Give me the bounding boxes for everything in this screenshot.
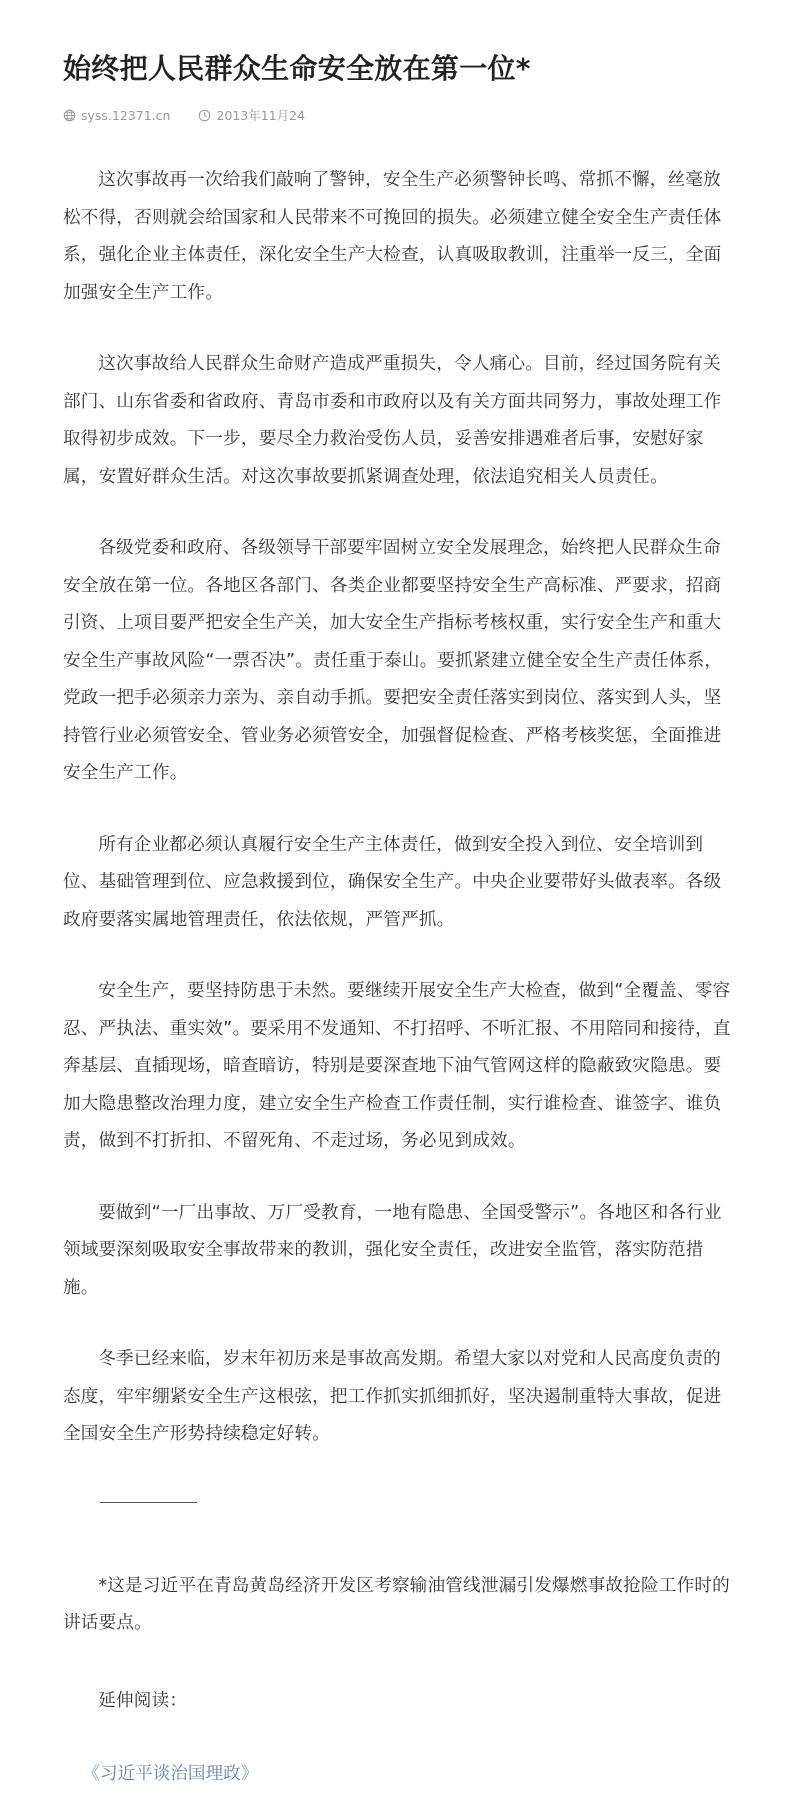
paragraph-7: 冬季已经来临，岁末年初历来是事故高发期。希望大家以对党和人民高度负责的态度，牢牢绷紧安全生产这根弦，把工作抓实抓细抓好，坚决遏制重特大事故，促进全国安全生产形势持续稳定好转。 bbox=[63, 1349, 722, 1444]
clock-icon bbox=[198, 109, 211, 122]
extended-reading-link[interactable]: 《习近平谈治国理政》 bbox=[82, 1764, 259, 1784]
globe-icon bbox=[63, 109, 76, 122]
footnote-paragraph: *这是习近平在青岛黄岛经济开发区考察输油管线泄漏引发爆燃事故抢险工作时的讲话要点。 bbox=[63, 1575, 730, 1633]
date-meta bbox=[198, 106, 305, 124]
extended-reading-item bbox=[63, 1756, 734, 1794]
paragraph-2: 这次事故给人民群众生命财产造成严重损失，令人痛心。目前，经过国务院有关部门、山东省委和省政府、青岛市委和市政府以及有关方面共同努力，事故处理工作取得初步成效。下一步，要尽全力救治受伤人员，妥善安排遇难者后事，安慰好家属，安置好群众生活。对这次事故要抓紧调查处理，依法追究相关人员责任。 bbox=[63, 354, 722, 487]
article-body bbox=[63, 162, 734, 1794]
source-text[interactable]: syss.12371.cn bbox=[81, 107, 171, 123]
article-meta bbox=[63, 105, 734, 125]
date-text: 2013年11月24 bbox=[216, 108, 306, 123]
source-meta bbox=[63, 108, 170, 123]
paragraph-6: 要做到“一厂出事故、万厂受教育，一地有隐患、全国受警示”。各地区和各行业领域要深刻吸取安全事故带来的教训，强化安全责任，改进安全监管，落实防范措施。 bbox=[63, 1202, 722, 1298]
paragraph-3: 各级党委和政府、各级领导干部要牢固树立安全发展理念，始终把人民群众生命安全放在第一位。各地区各部门、各类企业都要坚持安全生产高标准、严要求，招商引资、上项目要严把安全生产关，加大安全生产指标考核权重，实行安全生产和重大安全生产事故风险“一票否决”。责任重于泰山。要抓紧建立健全安全生产责任体系，党政一把手必须亲力亲为、亲自动手抓。要把安全责任落实到岗位、落实到人头，坚持管行业必须管安全、管业务必须管安全，加强督促检查、严格考核奖惩，全面推进安全生产工作。 bbox=[63, 538, 723, 783]
extended-reading-label: 延伸阅读： bbox=[98, 1690, 188, 1711]
paragraph-1: 这次事故再一次给我们敲响了警钟，安全生产必须警钟长鸣、常抓不懈，丝毫放松不得，否则就会给国家和人民带来不可挽回的损失。必须建立健全安全生产责任体系，强化企业主体责任，深化安全生产大检查，认真吸取教训，注重举一反三，全面加强安全生产工作。 bbox=[63, 170, 722, 303]
paragraph-4: 所有企业都必须认真履行安全生产主体责任，做到安全投入到位、安全培训到位、基础管理到位、应急救援到位，确保安全生产。中央企业要带好头做表率。各级政府要落实属地管理责任，依法依规，严管严抓。 bbox=[63, 834, 722, 930]
article-title: 始终把人民群众生命安全放在第一位* bbox=[63, 52, 531, 85]
footnote-divider bbox=[100, 1488, 734, 1508]
paragraph-5: 安全生产，要坚持防患于未然。要继续开展安全生产大检查，做到“全覆盖、零容忍、严执法、重实效”。要采用不发通知、不打招呼、不听汇报、不用陪同和接待，直奔基层、直插现场，暗查暗访，特别是要深查地下油气管网这样的隐蔽致灾隐患。要加大隐患整改治理力度，建立安全生产检查工作责任制，实行谁检查、谁签字、谁负责，做到不打折扣、不留死角、不走过场，务必见到成效。 bbox=[63, 981, 731, 1151]
